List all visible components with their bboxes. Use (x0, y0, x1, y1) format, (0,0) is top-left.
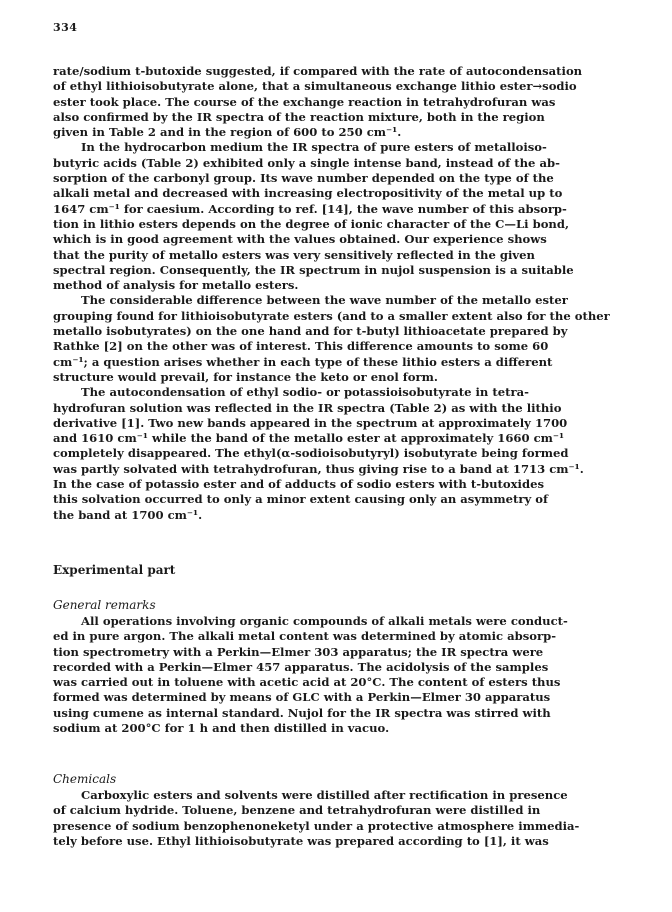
text-line: also confirmed by the IR spectra of the reaction mixture, both in the region (53, 109, 545, 124)
text-line: using cumene as internal standard. Nujol for the IR spectra was stirred with (53, 705, 551, 720)
paragraph-2 (53, 140, 637, 293)
text-line: ed in pure argon. The alkali metal content was determined by atomic absorp- (53, 629, 557, 644)
page-number: 334 (53, 21, 78, 34)
text-line: recorded with a Perkin—Elmer 457 apparatus. The acidolysis of the samples (53, 659, 549, 674)
text-line: tion spectrometry with a Perkin—Elmer 303 apparatus; the IR spectra were (53, 644, 544, 659)
text-line: The considerable difference between the wave number of the metallo ester (81, 293, 568, 308)
paragraph-4 (53, 385, 637, 523)
text-line: sorption of the carbonyl group. Its wave number depended on the type of the (53, 171, 554, 186)
text-line: which is in good agreement with the values obtained. Our experience shows (53, 232, 547, 247)
text-line: was partly solvated with tetrahydrofuran, thus giving rise to a band at 1713 cm⁻¹. (53, 461, 584, 476)
text-line: In the hydrocarbon medium the IR spectra of pure esters of metalloiso- (81, 140, 547, 155)
text-line: cm⁻¹; a question arises whether in each type of these lithio esters a different (53, 354, 553, 369)
text-line: formed was determined by means of GLC with a Perkin—Elmer 30 apparatus (53, 690, 551, 705)
text-line: and 1610 cm⁻¹ while the band of the metallo ester at approximately 1660 cm⁻¹ (53, 431, 565, 446)
text-line: butyric acids (Table 2) exhibited only a single intense band, instead of the ab- (53, 155, 560, 170)
text-line: metallo isobutyrates) on the one hand and for t-butyl lithioacetate prepared by (53, 324, 568, 339)
text-line: tion in lithio esters depends on the degree of ionic character of the C—Li bond, (53, 216, 570, 231)
text-line: sodium at 200°C for 1 h and then distilled in vacuo. (53, 721, 390, 736)
text-line: rate/sodium t-butoxide suggested, if compared with the rate of autocondensation (53, 64, 583, 78)
text-line: alkali metal and decreased with increasing electropositivity of the metal up to (53, 186, 563, 201)
text-line: spectral region. Consequently, the IR spectrum in nujol suspension is a suitable (53, 262, 574, 277)
body-text (53, 64, 637, 523)
general-remarks-text (53, 614, 637, 736)
text-line: of calcium hydride. Toluene, benzene and tetrahydrofuran were distilled in (53, 803, 541, 818)
text-line: 1647 cm⁻¹ for caesium. According to ref. [14], the wave number of this absorp- (53, 201, 567, 216)
subheading-general-remarks: General remarks (53, 598, 156, 612)
text-line: Carboxylic esters and solvents were distilled after rectification in presence (81, 788, 568, 802)
text-line: was carried out in toluene with acetic acid at 20°C. The content of esters thus (53, 675, 561, 690)
paragraph-1 (53, 64, 637, 140)
section-heading: Experimental part (53, 563, 176, 577)
text-line: hydrofuran solution was reflected in the IR spectra (Table 2) as with the lithio (53, 400, 562, 415)
text-line: of ethyl lithioisobutyrate alone, that a simultaneous exchange lithio ester→sodio (53, 79, 577, 94)
text-line: derivative [1]. Two new bands appeared in the spectrum at approximately 1700 (53, 415, 568, 430)
text-line: structure would prevail, for instance the keto or enol form. (53, 369, 438, 384)
chemicals-text (53, 788, 637, 849)
text-line: method of analysis for metallo esters. (53, 278, 299, 293)
text-line: Rathke [2] on the other was of interest. This difference amounts to some 60 (53, 339, 549, 354)
text-line: All operations involving organic compounds of alkali metals were conduct- (81, 614, 568, 628)
text-line: given in Table 2 and in the region of 600 to 250 cm⁻¹. (53, 125, 402, 140)
text-line: tely before use. Ethyl lithioisobutyrate was prepared according to [1], it was (53, 833, 549, 848)
text-line: grouping found for lithioisobutyrate esters (and to a smaller extent also for the other (53, 308, 610, 323)
text-line: presence of sodium benzophenoneketyl under a protective atmosphere immedia- (53, 818, 580, 833)
text-line: this solvation occurred to only a minor extent causing only an asymmetry of (53, 492, 548, 507)
text-line: that the purity of metallo esters was very sensitively reflected in the given (53, 247, 535, 262)
text-line: The autocondensation of ethyl sodio- or potassioisobutyrate in tetra- (81, 385, 529, 400)
paragraph-3 (53, 293, 637, 385)
text-line: In the case of potassio ester and of adducts of sodio esters with t-butoxides (53, 477, 544, 492)
text-line: completely disappeared. The ethyl(α-sodioisobutyryl) isobutyrate being formed (53, 446, 569, 461)
text-line: ester took place. The course of the exchange reaction in tetrahydrofuran was (53, 94, 556, 109)
text-line: the band at 1700 cm⁻¹. (53, 507, 203, 522)
subheading-chemicals: Chemicals (53, 772, 117, 786)
